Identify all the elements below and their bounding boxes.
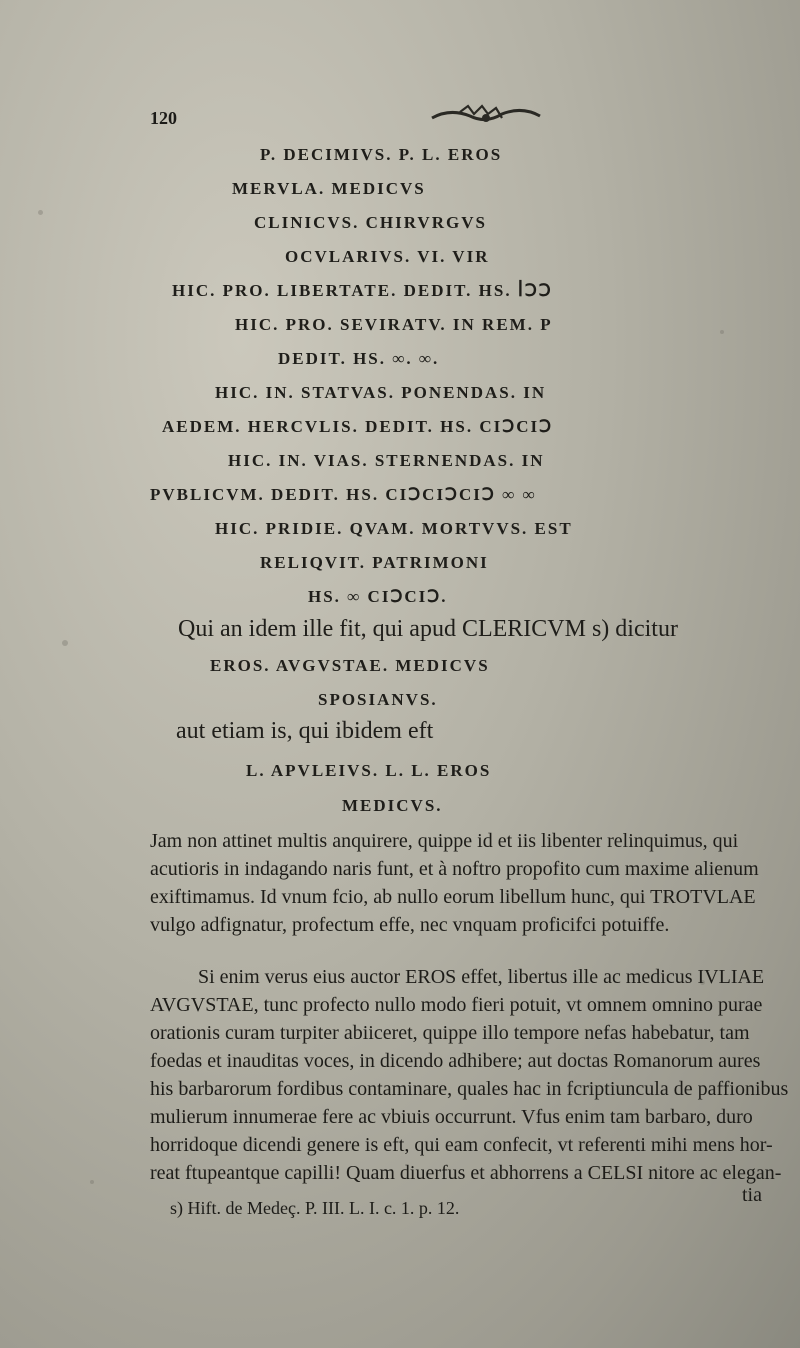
inscription-line: SPOSIANVS. bbox=[318, 690, 438, 709]
inscription-line: MERVLA. MEDICVS bbox=[232, 179, 426, 198]
inscription-line: MEDICVS. bbox=[342, 796, 443, 815]
paragraph-line: horridoque dicendi genere is eft, qui eam confecit, vt referenti mihi mens hor- bbox=[150, 1134, 773, 1156]
inscription-line: L. APVLEIVS. L. L. EROS bbox=[246, 761, 492, 780]
inscription-line: HS. ∞ CIↃCIↃ. bbox=[308, 587, 448, 606]
footnote: s) Hift. de Medeç. P. III. L. I. c. 1. p. 12. bbox=[170, 1198, 460, 1218]
catchword: tia bbox=[742, 1184, 762, 1206]
inscription-line: OCVLARIVS. VI. VIR bbox=[285, 247, 490, 266]
paragraph-line: mulierum innumerae fere ac vbiuis occurrunt. Vfus enim tam barbaro, duro bbox=[150, 1106, 753, 1128]
inscription-line: AEDEM. HERCVLIS. DEDIT. HS. CIↃCIↃ bbox=[162, 417, 554, 436]
paragraph-line: acutioris in indagando naris funt, et à noftro propofito cum maxime alienum bbox=[150, 858, 759, 880]
inscription-line: P. DECIMIVS. P. L. EROS bbox=[260, 145, 503, 164]
page-number: 120 bbox=[150, 108, 177, 128]
paragraph-line: exiftimamus. Id vnum fcio, ab nullo eorum libellum hunc, qui TROTVLAE bbox=[150, 886, 756, 908]
paragraph-line: Si enim verus eius auctor EROS effet, libertus ille ac medicus IVLIAE bbox=[198, 966, 765, 988]
head-ornament-icon bbox=[430, 104, 542, 128]
inscription-line: HIC. IN. STATVAS. PONENDAS. IN bbox=[215, 383, 547, 402]
inscription-line: EROS. AVGVSTAE. MEDICVS bbox=[210, 656, 490, 675]
inscription-line: HIC. PRO. SEVIRATV. IN REM. P bbox=[235, 315, 553, 334]
inscription-line: PVBLICVM. DEDIT. HS. CIↃCIↃCIↃ ∞ ∞ bbox=[150, 485, 537, 504]
paragraph-line: vulgo adfignatur, profectum effe, nec vnquam proficifci potuiffe. bbox=[150, 914, 670, 936]
inscription-line: RELIQVIT. PATRIMONI bbox=[260, 553, 489, 572]
paragraph-line: orationis curam turpiter abiiceret, quippe illo tempore nefas habebatur, tam bbox=[150, 1022, 750, 1044]
inscription-line: CLINICVS. CHIRVRGVS bbox=[254, 213, 487, 232]
paragraph-line: AVGVSTAE, tunc profecto nullo modo fieri potuit, vt omnem omnino purae bbox=[150, 994, 763, 1016]
quote-line: Qui an idem ille fit, qui apud CLERICVM s) dicitur bbox=[178, 616, 678, 642]
paragraph-line: Jam non attinet multis anquirere, quippe id et iis libenter relinquimus, qui bbox=[150, 830, 739, 852]
inscription-line: HIC. PRO. LIBERTATE. DEDIT. HS. ꟾↃↃ bbox=[172, 281, 553, 300]
inscription-line: DEDIT. HS. ∞. ∞. bbox=[278, 349, 440, 368]
paragraph-line: his barbarorum fordibus contaminare, quales hac in fcriptiuncula de paffionibus bbox=[150, 1078, 789, 1100]
paper-speck bbox=[90, 1180, 94, 1184]
paragraph-line: foedas et inauditas voces, in dicendo adhibere; aut doctas Romanorum aures bbox=[150, 1050, 761, 1072]
paragraph-line: reat ftupeantque capilli! Quam diuerfus et abhorrens a CELSI nitore ac elegan- bbox=[150, 1162, 782, 1184]
inscription-line: HIC. IN. VIAS. STERNENDAS. IN bbox=[228, 451, 545, 470]
inscription-line: HIC. PRIDIE. QVAM. MORTVVS. EST bbox=[215, 519, 573, 538]
quote-line: aut etiam is, qui ibidem eft bbox=[176, 718, 434, 744]
